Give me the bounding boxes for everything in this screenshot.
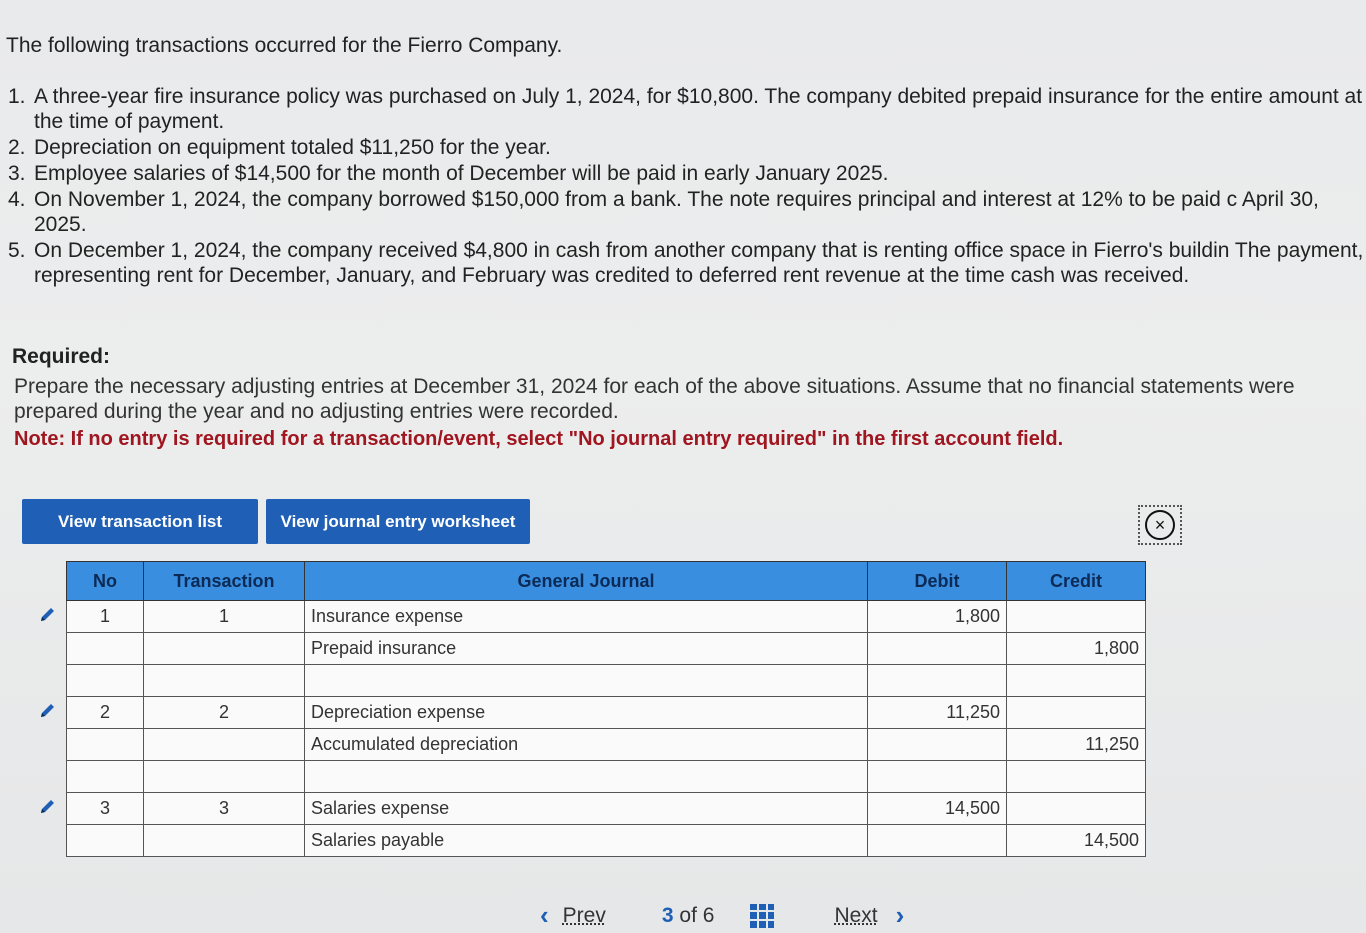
transaction-cell — [144, 633, 305, 665]
no-cell: 3 — [67, 793, 144, 825]
next-link[interactable]: Next — [834, 903, 878, 927]
item-text: Depreciation on equipment totaled $11,250 for the year. — [34, 136, 551, 159]
transaction-cell: 1 — [144, 601, 305, 633]
total-pages: 6 — [702, 903, 715, 927]
credit-cell — [1007, 697, 1146, 729]
item-number: 2. — [8, 136, 26, 159]
debit-cell — [868, 761, 1007, 793]
transaction-cell — [144, 729, 305, 761]
item-number: 5. — [8, 239, 26, 262]
list-item — [8, 135, 1366, 160]
pencil-icon — [38, 796, 58, 816]
item-number: 4. — [8, 188, 26, 211]
table-row — [30, 793, 1146, 825]
table-row — [30, 665, 1146, 697]
account-cell: Salaries payable — [305, 825, 868, 857]
general-journal-column-header: General Journal — [305, 562, 868, 601]
transaction-cell: 3 — [144, 793, 305, 825]
no-cell — [67, 761, 144, 793]
view-transaction-list-button[interactable]: View transaction list — [22, 499, 258, 544]
debit-cell — [868, 729, 1007, 761]
item-text: Employee salaries of $14,500 for the month of December will be paid in early January 2025. — [34, 162, 889, 185]
transaction-cell — [144, 665, 305, 697]
no-cell — [67, 825, 144, 857]
chevron-left-icon[interactable]: ‹ — [540, 900, 549, 930]
close-icon: × — [1145, 510, 1175, 540]
no-cell: 1 — [67, 601, 144, 633]
edit-button[interactable] — [30, 601, 67, 633]
general-journal-table — [30, 561, 1146, 857]
item-text: A three-year fire insurance policy was purchased on July 1, 2024, for $10,800. The company debited prepaid insurance for the entire amount at the time of payment. — [34, 85, 1363, 133]
no-cell: 2 — [67, 697, 144, 729]
transaction-cell — [144, 761, 305, 793]
account-cell: Salaries expense — [305, 793, 868, 825]
grid-icon[interactable] — [750, 904, 774, 928]
instructions-text: Prepare the necessary adjusting entries at December 31, 2024 for each of the above situations. Assume that no financial statements were prepared during the year and no adjusting entries were recorded. — [14, 375, 1295, 423]
debit-column-header: Debit — [868, 562, 1007, 601]
item-number: 1. — [8, 85, 26, 108]
debit-cell: 11,250 — [868, 697, 1007, 729]
item-text: On December 1, 2024, the company received $4,800 in cash from another company that is renting office space in Fierro's buildin The payment, representing rent for December, January, and February was credited to deferred rent revenue at the time cash was received. — [34, 239, 1364, 287]
chevron-right-icon[interactable]: › — [895, 900, 905, 930]
table-header-row — [30, 562, 1146, 601]
transaction-cell: 2 — [144, 697, 305, 729]
table-row — [30, 697, 1146, 729]
required-heading: Required: — [12, 345, 111, 368]
credit-cell — [1007, 761, 1146, 793]
credit-cell: 14,500 — [1007, 825, 1146, 857]
view-journal-entry-worksheet-button[interactable]: View journal entry worksheet — [266, 499, 530, 544]
credit-cell: 11,250 — [1007, 729, 1146, 761]
debit-cell — [868, 665, 1007, 697]
edit-button[interactable] — [30, 793, 67, 825]
table-row — [30, 601, 1146, 633]
account-cell — [305, 665, 868, 697]
no-cell — [67, 665, 144, 697]
pencil-icon — [38, 604, 58, 624]
no-cell — [67, 729, 144, 761]
debit-cell — [868, 633, 1007, 665]
page-indicator — [662, 904, 715, 928]
table-row — [30, 729, 1146, 761]
credit-cell — [1007, 665, 1146, 697]
list-item — [8, 161, 1366, 186]
pencil-icon — [38, 700, 58, 720]
account-cell: Depreciation expense — [305, 697, 868, 729]
transaction-list — [8, 84, 1366, 289]
list-item — [8, 84, 1366, 134]
list-item — [8, 238, 1366, 288]
note-text: Note: If no entry is required for a transaction/event, select "No journal entry required" in the first account field. — [14, 428, 1064, 450]
account-cell: Insurance expense — [305, 601, 868, 633]
item-text: On November 1, 2024, the company borrowed $150,000 from a bank. The note requires principal and interest at 12% to be paid c April 30, 2025. — [34, 188, 1319, 236]
transaction-column-header: Transaction — [144, 562, 305, 601]
table-row — [30, 825, 1146, 857]
credit-cell — [1007, 793, 1146, 825]
account-cell: Accumulated depreciation — [305, 729, 868, 761]
pagination — [540, 900, 904, 931]
intro-text: The following transactions occurred for the Fierro Company. — [6, 34, 563, 57]
prev-link[interactable]: Prev — [562, 903, 606, 927]
list-item — [8, 187, 1366, 237]
close-button[interactable] — [1138, 505, 1182, 545]
transaction-cell — [144, 825, 305, 857]
no-column-header: No — [67, 562, 144, 601]
credit-cell — [1007, 601, 1146, 633]
credit-cell: 1,800 — [1007, 633, 1146, 665]
debit-cell: 1,800 — [868, 601, 1007, 633]
item-number: 3. — [8, 162, 26, 185]
debit-cell — [868, 825, 1007, 857]
debit-cell: 14,500 — [868, 793, 1007, 825]
edit-column-header — [30, 562, 67, 601]
page-of: of — [679, 903, 697, 927]
table-row — [30, 761, 1146, 793]
account-cell — [305, 761, 868, 793]
table-row — [30, 633, 1146, 665]
current-page: 3 — [661, 903, 674, 927]
edit-button[interactable] — [30, 697, 67, 729]
no-cell — [67, 633, 144, 665]
account-cell: Prepaid insurance — [305, 633, 868, 665]
credit-column-header: Credit — [1007, 562, 1146, 601]
